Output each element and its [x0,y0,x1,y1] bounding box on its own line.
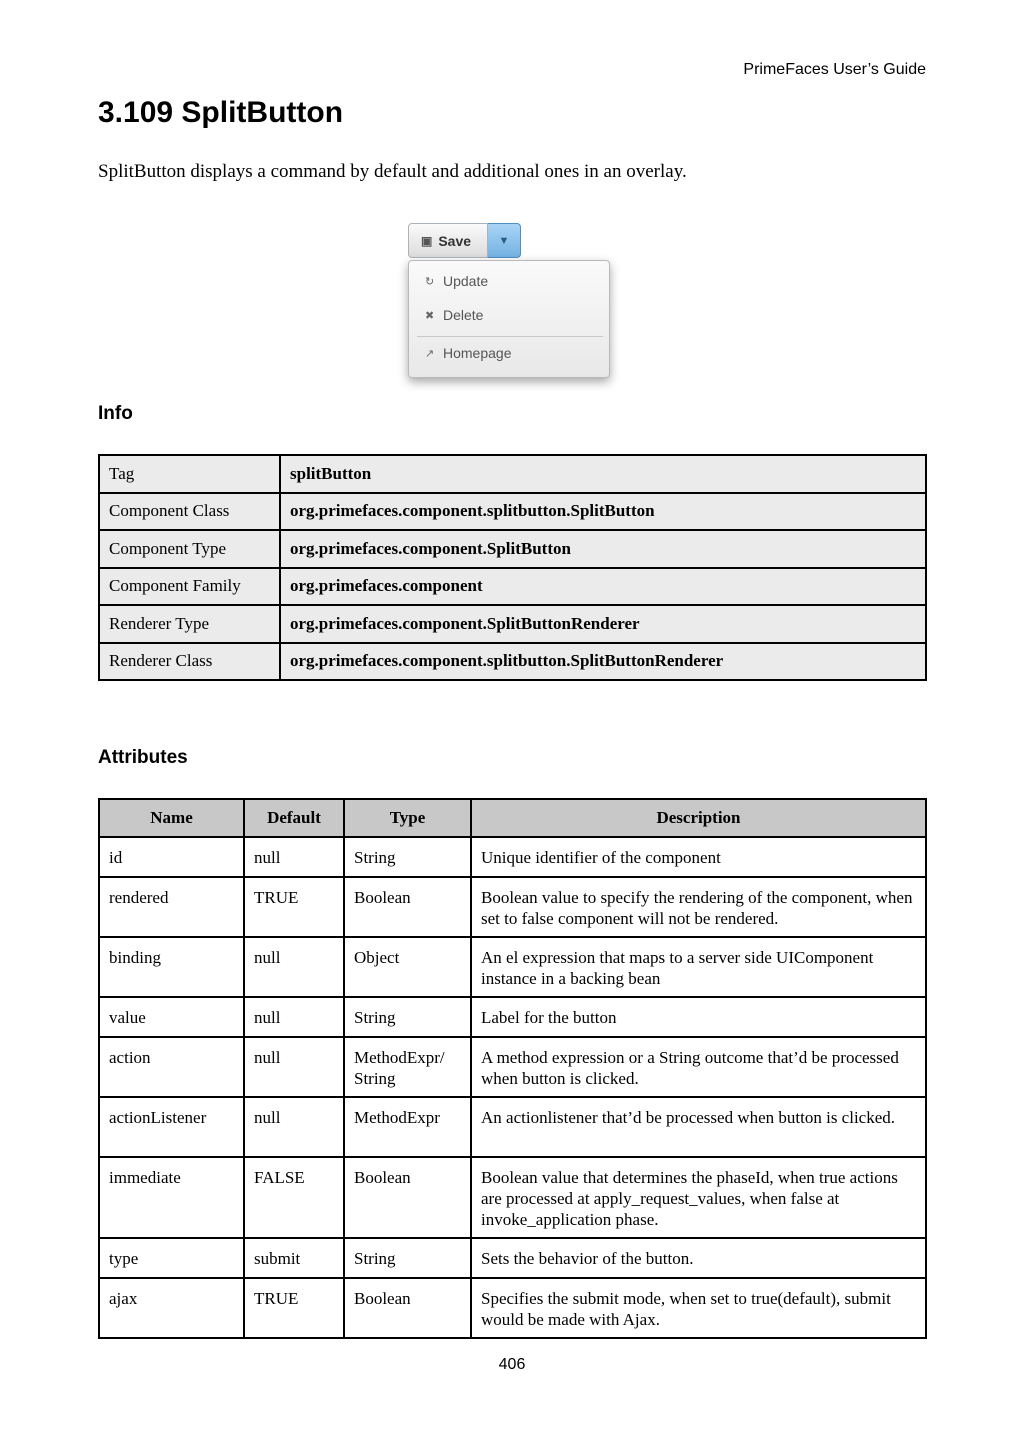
attr-default: TRUE [244,877,344,937]
attr-name: id [99,837,244,877]
menu-toggle-button[interactable] [488,223,521,258]
attr-name: ajax [99,1278,244,1338]
menu-item-label: Update [443,273,489,289]
attr-description: An el expression that maps to a server side UIComponent instance in a backing bean [471,937,926,997]
column-header-description: Description [471,799,926,837]
menu-item-update[interactable] [425,273,488,289]
attr-name: immediate [99,1157,244,1238]
attr-type: String [344,837,471,877]
attr-type: MethodExpr [344,1097,471,1157]
table-row [99,643,926,681]
split-button-menu [408,260,610,378]
table-row [99,455,926,493]
table-row [99,1157,926,1238]
attr-type: Object [344,937,471,997]
menu-item-label: Homepage [443,345,512,361]
attr-default: submit [244,1238,344,1278]
info-value: org.primefaces.component.splitbutton.SplitButton [280,493,926,531]
attr-description: An actionlistener that’d be processed when button is clicked. [471,1097,926,1157]
attr-type: Boolean [344,1278,471,1338]
attr-description: Unique identifier of the component [471,837,926,877]
attr-name: action [99,1037,244,1097]
save-button-label: Save [438,232,472,249]
attr-type: MethodExpr/ String [344,1037,471,1097]
attr-default: null [244,1097,344,1157]
disk-icon: ▣ [421,233,433,248]
triangle-down-icon: ▼ [498,234,510,247]
menu-item-homepage[interactable] [425,345,512,361]
section-intro: SplitButton displays a command by default and additional ones in an overlay. [98,161,687,182]
attr-description: Sets the behavior of the button. [471,1238,926,1278]
splitbutton-demo-figure [408,223,618,388]
table-row [99,1238,926,1278]
info-key: Component Class [99,493,280,531]
attributes-table [98,798,927,1339]
info-key: Renderer Type [99,605,280,643]
info-value: org.primefaces.component.SplitButtonRenderer [280,605,926,643]
table-row [99,997,926,1037]
attr-type: Boolean [344,1157,471,1238]
column-header-default: Default [244,799,344,837]
attr-default: null [244,1037,344,1097]
menu-separator [417,336,603,337]
info-value: org.primefaces.component [280,568,926,606]
table-row [99,1097,926,1157]
attr-default: TRUE [244,1278,344,1338]
column-header-type: Type [344,799,471,837]
page-number: 406 [498,1356,526,1373]
attr-type: String [344,997,471,1037]
running-header: PrimeFaces User’s Guide [743,61,926,78]
attributes-heading: Attributes [98,747,188,768]
table-row [99,530,926,568]
attr-name: rendered [99,877,244,937]
table-row [99,1278,926,1338]
info-value: org.primefaces.component.splitbutton.SplitButtonRenderer [280,643,926,681]
table-row [99,493,926,531]
attr-name: value [99,997,244,1037]
table-row [99,605,926,643]
info-table [98,454,927,681]
info-key: Component Family [99,568,280,606]
menu-item-delete[interactable] [425,307,483,323]
attr-default: FALSE [244,1157,344,1238]
info-value: org.primefaces.component.SplitButton [280,530,926,568]
table-row [99,837,926,877]
table-row [99,877,926,937]
table-row [99,568,926,606]
table-header-row [99,799,926,837]
external-link-icon: ↗ [425,347,435,360]
refresh-icon: ↻ [425,275,435,288]
info-key: Tag [99,455,280,493]
info-key: Renderer Class [99,643,280,681]
attr-name: actionListener [99,1097,244,1157]
attr-description: Specifies the submit mode, when set to true(default), submit would be made with Ajax. [471,1278,926,1338]
section-title: 3.109 SplitButton [98,96,344,129]
attr-type: Boolean [344,877,471,937]
info-heading: Info [98,403,133,424]
split-button [408,223,521,258]
column-header-name: Name [99,799,244,837]
table-row [99,1037,926,1097]
info-key: Component Type [99,530,280,568]
table-row [99,937,926,997]
attr-description: Boolean value that determines the phaseId, when true actions are processed at apply_request_values, when false at invoke_application phase. [471,1157,926,1238]
attr-description: Label for the button [471,997,926,1037]
attr-type: String [344,1238,471,1278]
save-button[interactable] [408,223,488,258]
menu-item-label: Delete [443,307,484,323]
info-value: splitButton [280,455,926,493]
attr-description: Boolean value to specify the rendering of the component, when set to false component will not be rendered. [471,877,926,937]
close-icon: ✖ [425,309,435,322]
attr-default: null [244,937,344,997]
attr-description: A method expression or a String outcome that’d be processed when button is clicked. [471,1037,926,1097]
attr-default: null [244,997,344,1037]
attr-name: binding [99,937,244,997]
attr-name: type [99,1238,244,1278]
attr-default: null [244,837,344,877]
